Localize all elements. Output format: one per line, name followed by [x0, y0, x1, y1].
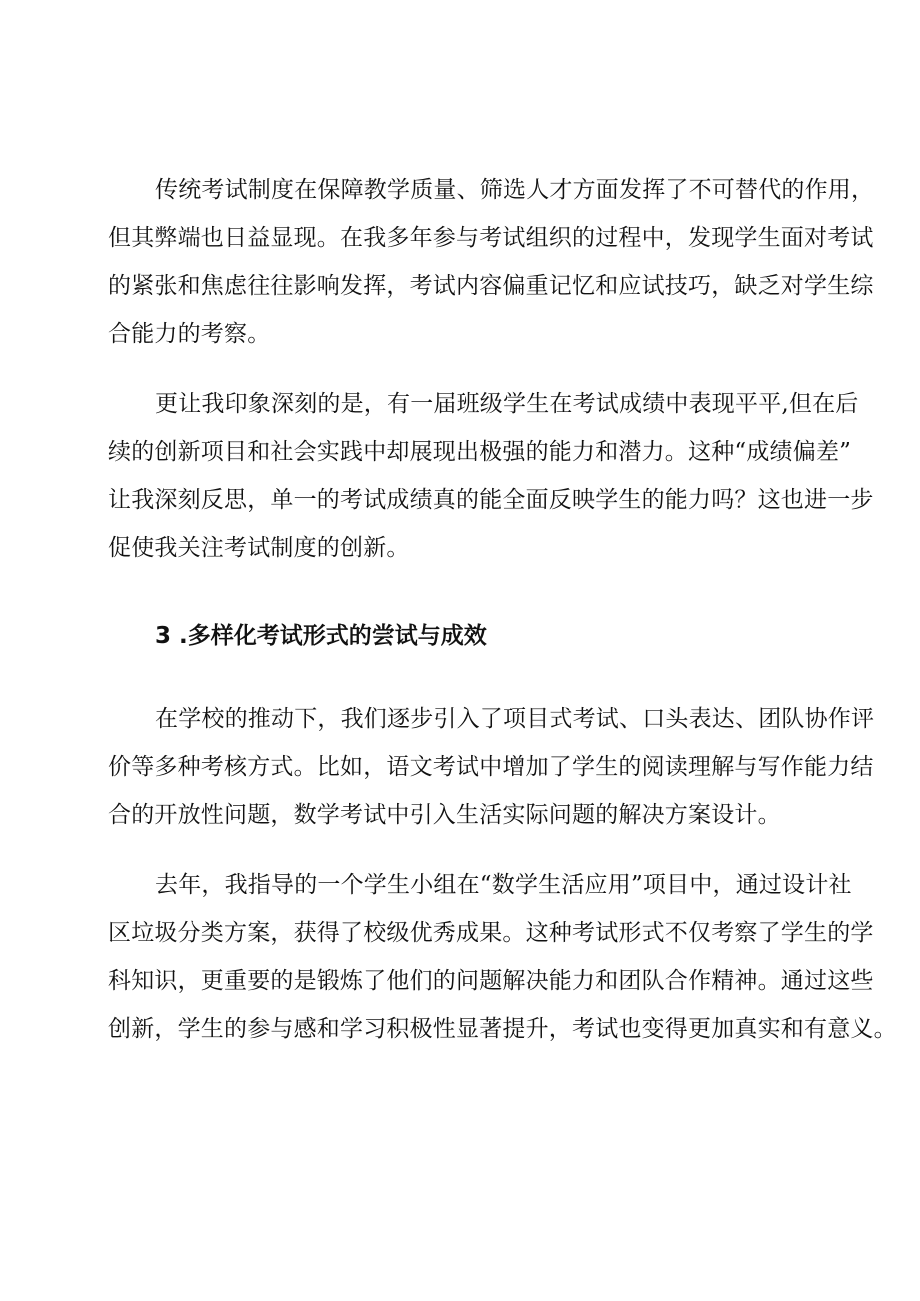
paragraph-1-line-3: 的紧张和焦虑往往影响发挥，考试内容偏重记忆和应试技巧，缺乏对学生综 — [108, 273, 874, 299]
paragraph-3-line-2: 价等多种考核方式。比如，语文考试中增加了学生的阅读理解与写作能力结 — [108, 754, 874, 780]
paragraph-2-line-4: 促使我关注考试制度的创新。 — [108, 535, 410, 561]
paragraph-4-line-2: 区垃圾分类方案，获得了校级优秀成果。这种考试形式不仅考察了学生的学 — [108, 920, 874, 946]
paragraph-3-line-1: 在学校的推动下，我们逐步引入了项目式考试、口头表达、团队协作评 — [155, 706, 875, 732]
paragraph-1-line-1: 传统考试制度在保障教学质量、筛选人才方面发挥了不可替代的作用， — [155, 177, 875, 203]
paragraph-3-line-3: 合的开放性问题，数学考试中引入生活实际问题的解决方案设计。 — [108, 802, 781, 828]
paragraph-2-line-3: 让我深刻反思，单一的考试成绩真的能全面反映学生的能力吗？这也进一步 — [108, 487, 874, 513]
paragraph-2-line-1: 更让我印象深刻的是，有一届班级学生在考试成绩中表现平平,但在后 — [155, 391, 859, 417]
section-heading: 3 .多样化考试形式的尝试与成效 — [155, 623, 487, 649]
paragraph-1-line-2: 但其弊端也日益显现。在我多年参与考试组织的过程中，发现学生面对考试 — [108, 225, 874, 251]
paragraph-2-line-2: 续的创新项目和社会实践中却展现出极强的能力和潜力。这种“成绩偏差” — [108, 439, 852, 465]
paragraph-1-line-4: 合能力的考察。 — [108, 321, 271, 347]
paragraph-4-line-1: 去年，我指导的一个学生小组在“数学生活应用”项目中，通过设计社 — [155, 872, 852, 898]
paragraph-4-line-3: 科知识，更重要的是锻炼了他们的问题解决能力和团队合作精神。通过这些 — [108, 968, 874, 994]
paragraph-4-line-4: 创新，学生的参与感和学习积极性显著提升，考试也变得更加真实和有意义。 — [108, 1016, 897, 1042]
